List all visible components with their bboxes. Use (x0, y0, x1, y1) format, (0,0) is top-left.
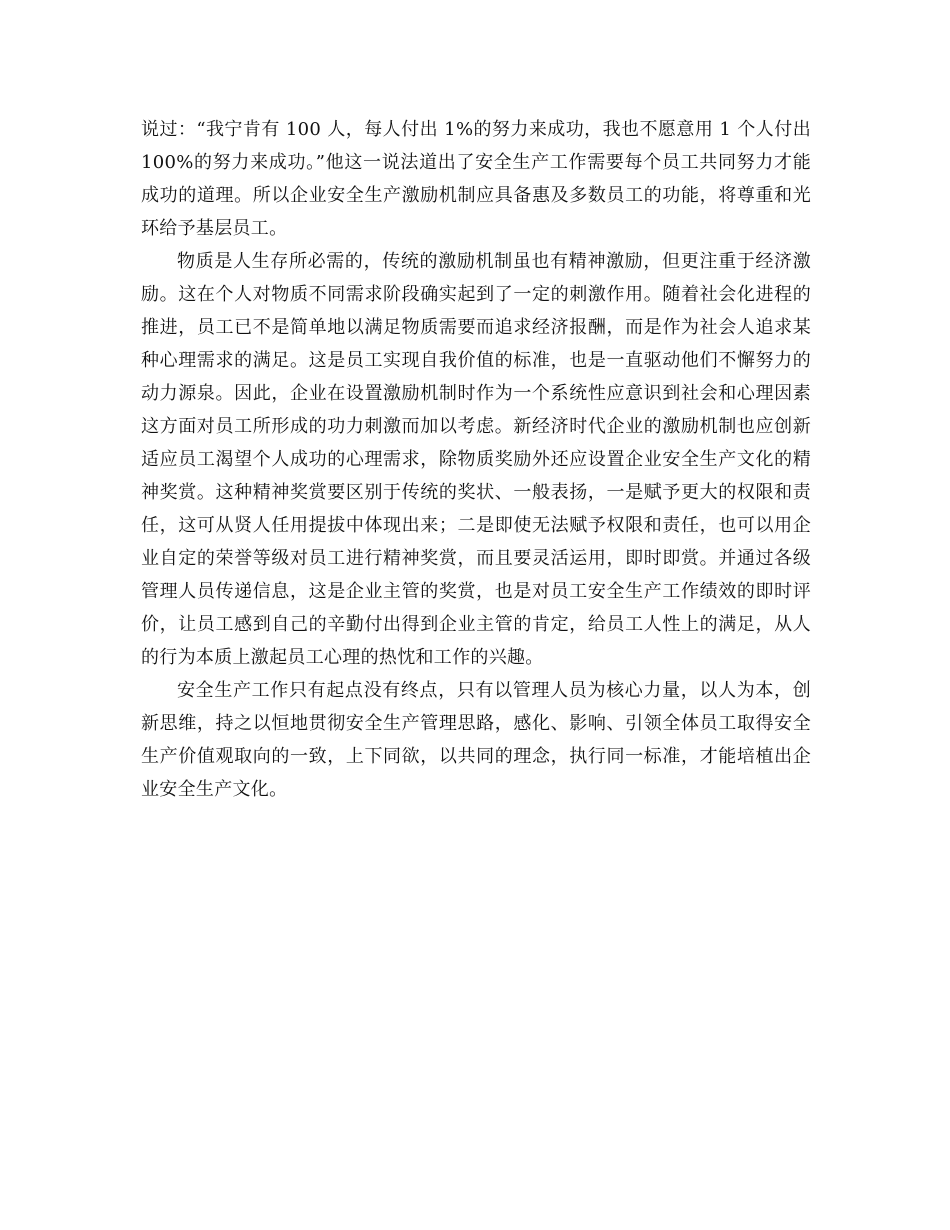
paragraph-2: 物质是人生存所必需的，传统的激励机制虽也有精神激励，但更注重于经济激励。这在个人对物质不同需求阶段确实起到了一定的刺激作用。随着社会化进程的推进，员工已不是简单地以满足物质需要而追求经济报酬，而是作为社会人追求某种心理需求的满足。这是员工实现自我价值的标准，也是一直驱动他们不懈努力的动力源泉。因此，企业在设置激励机制时作为一个系统性应意识到社会和心理因素这方面对员工所形成的功力刺激而加以考虑。新经济时代企业的激励机制也应创新适应员工渴望个人成功的心理需求，除物质奖励外还应设置企业安全生产文化的精神奖赏。这种精神奖赏要区别于传统的奖状、一般表扬，一是赋予更大的权限和责任，这可从贤人任用提拔中体现出来；二是即使无法赋予权限和责任，也可以用企业自定的荣誉等级对员工进行精神奖赏，而且要灵活运用，即时即赏。并通过各级管理人员传递信息，这是企业主管的奖赏，也是对员工安全生产工作绩效的即时评价，让员工感到自己的辛勤付出得到企业主管的肯定，给员工人性上的满足，从人的行为本质上激起员工心理的热忱和工作的兴趣。 (141, 251, 811, 668)
paragraph-1: 说过：“我宁肯有 100 人，每人付出 1%的努力来成功，我也不愿意用 1 个人付出 100%的努力来成功。”他这一说法道出了安全生产工作需要每个员工共同努力才能成功的道理。所以企业安全生产激励机制应具备惠及多数员工的功能，将尊重和光环给予基层员工。 (141, 119, 811, 239)
document-body (141, 113, 811, 806)
paragraph-3: 安全生产工作只有起点没有终点，只有以管理人员为核心力量，以人为本，创新思维，持之以恒地贯彻安全生产管理思路，感化、影响、引领全体员工取得安全生产价值观取向的一致，上下同欲，以共同的理念，执行同一标准，才能培植出企业安全生产文化。 (141, 680, 811, 800)
